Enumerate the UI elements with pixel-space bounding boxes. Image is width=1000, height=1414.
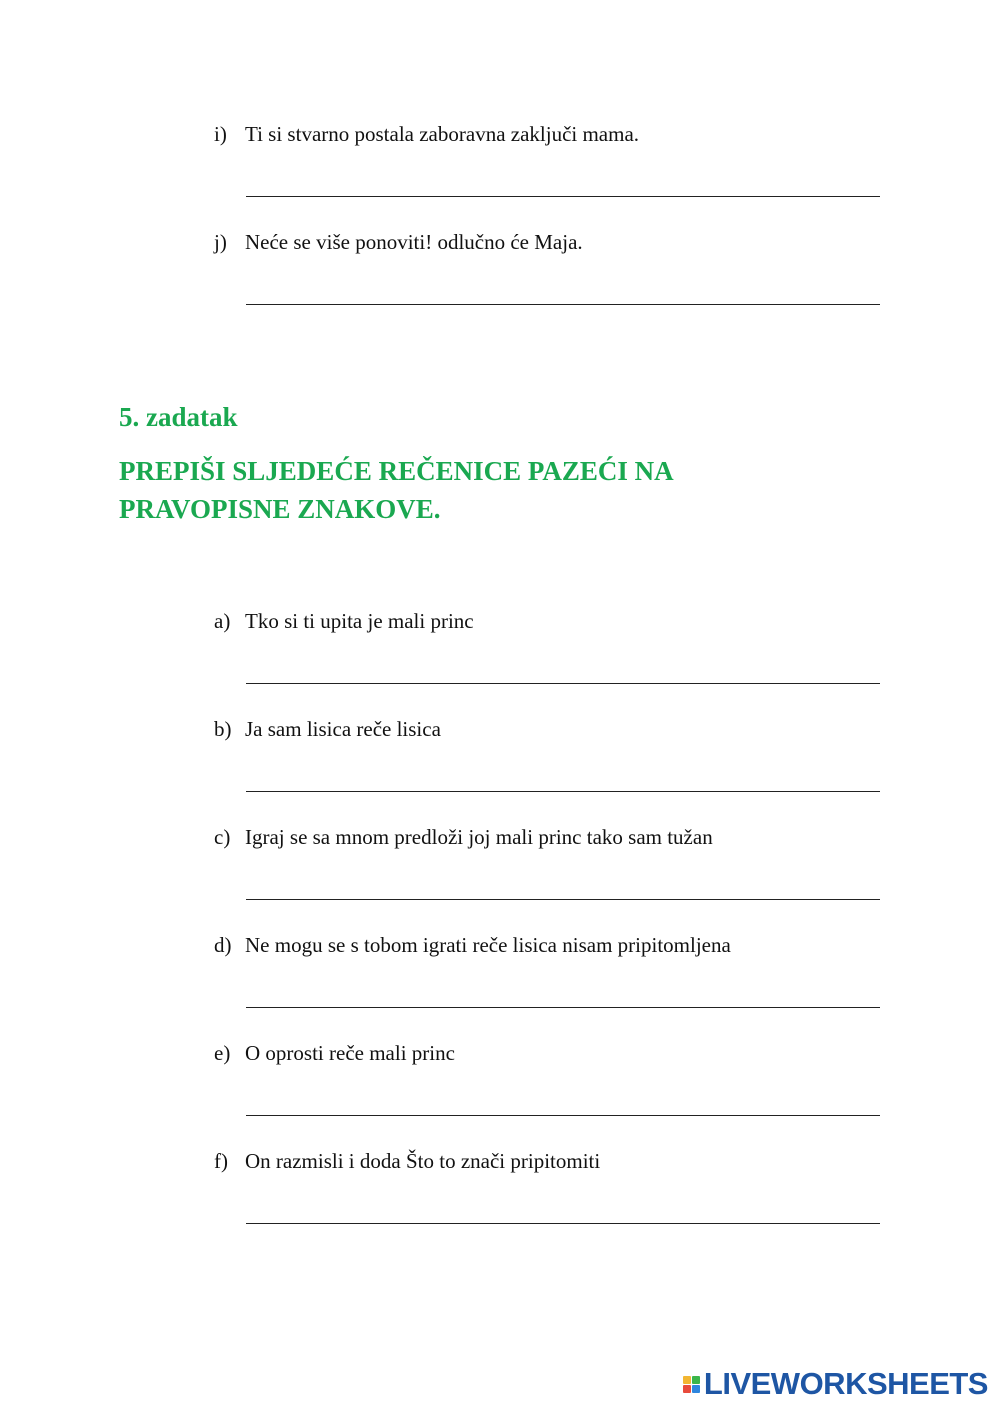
task-number: 5. zadatak <box>119 402 238 432</box>
answer-line[interactable] <box>246 791 880 792</box>
item-text: Ti si stvarno postala zaboravna zaključi mama. <box>245 122 640 146</box>
answer-line[interactable] <box>246 683 880 684</box>
item-text: Ne mogu se s tobom igrati reče lisica nisam pripitomljena <box>245 933 731 957</box>
list-item <box>214 1040 455 1066</box>
list-item <box>214 229 583 255</box>
logo-mark-square <box>692 1376 700 1384</box>
list-item <box>214 824 713 850</box>
item-text: Neće se više ponoviti! odlučno će Maja. <box>245 230 583 254</box>
item-text: On razmisli i doda Što to znači pripitomiti <box>245 1149 601 1173</box>
logo-text: LIVEWORKSHEETS <box>703 1366 988 1401</box>
item-letter: a) <box>214 609 231 633</box>
logo-mark-icon <box>683 1376 700 1393</box>
answer-line[interactable] <box>246 304 880 305</box>
logo-mark-square <box>683 1385 691 1393</box>
item-letter: d) <box>214 933 232 957</box>
answer-line[interactable] <box>246 1115 880 1116</box>
item-letter: b) <box>214 717 232 741</box>
logo-mark-square <box>692 1385 700 1393</box>
task-instruction <box>119 452 879 528</box>
list-item <box>214 121 639 147</box>
list-item <box>214 716 441 742</box>
answer-line[interactable] <box>246 1007 880 1008</box>
item-text: Igraj se sa mnom predloži joj mali princ tako sam tužan <box>245 825 713 849</box>
liveworksheets-logo[interactable] <box>683 1364 988 1404</box>
item-text: Ja sam lisica reče lisica <box>245 717 441 741</box>
answer-line[interactable] <box>246 899 880 900</box>
item-letter: c) <box>214 825 231 849</box>
list-item <box>214 608 474 634</box>
item-letter: e) <box>214 1041 231 1065</box>
list-item <box>214 1148 600 1174</box>
item-letter: i) <box>214 122 227 146</box>
answer-line[interactable] <box>246 1223 880 1224</box>
item-letter: f) <box>214 1149 228 1173</box>
answer-line[interactable] <box>246 196 880 197</box>
task-instruction-line: PRAVOPISNE ZNAKOVE. <box>119 494 441 524</box>
item-letter: j) <box>214 230 227 254</box>
task-instruction-line: PREPIŠI SLJEDEĆE REČENICE PAZEĆI NA <box>119 456 674 486</box>
item-text: O oprosti reče mali princ <box>245 1041 455 1065</box>
list-item <box>214 932 731 958</box>
item-text: Tko si ti upita je mali princ <box>245 609 474 633</box>
logo-mark-square <box>683 1376 691 1384</box>
